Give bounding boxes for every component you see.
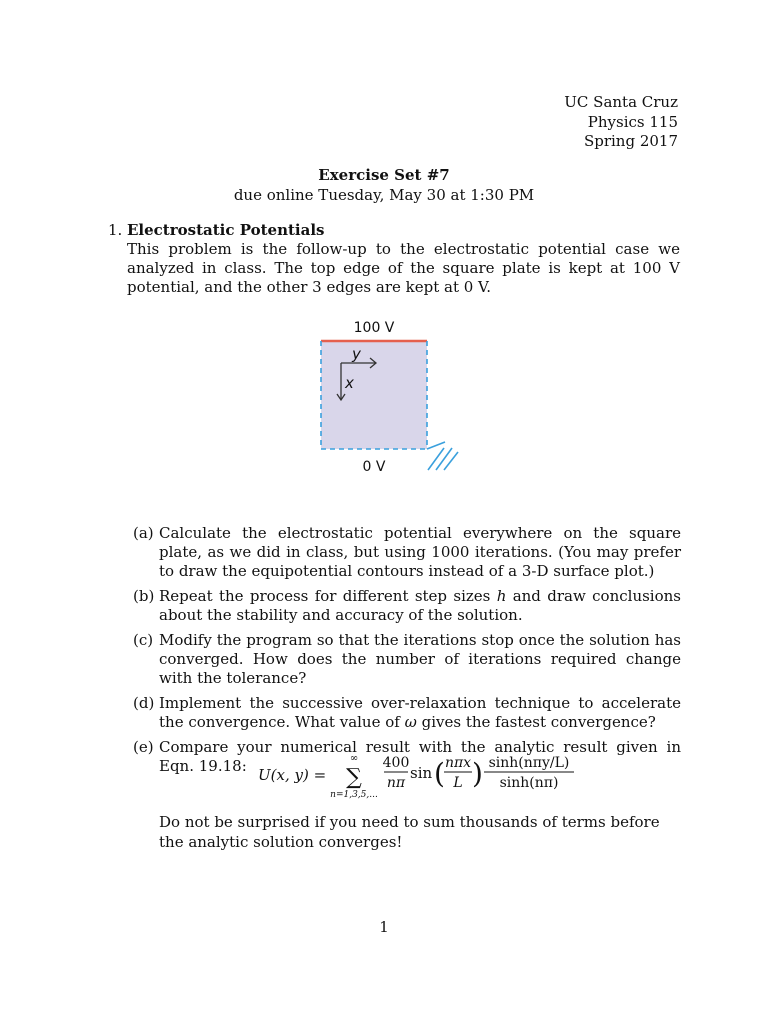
right-paren: ) — [472, 757, 483, 790]
subquestion-text: Implement the successive over-relaxation technique to accelerate the convergence. What value of — [159, 694, 681, 731]
due-date: due online Tuesday, May 30 at 1:30 PM — [233, 186, 535, 204]
ratio-denominator: sinh(nπ) — [499, 775, 559, 791]
subquestion-d — [133, 694, 681, 732]
problem-statement — [127, 221, 680, 297]
subquestion-list — [133, 524, 681, 782]
course-header — [564, 93, 678, 152]
sum-upper-limit: ∞ — [349, 753, 359, 764]
plate-diagram — [310, 318, 460, 478]
left-paren: ( — [434, 757, 445, 790]
subquestion-label: (b) — [133, 587, 155, 605]
plate-diagram-svg — [310, 318, 460, 478]
subquestion-text-cont: gives the fastest convergence? — [416, 713, 656, 731]
subquestion-a — [133, 524, 681, 581]
x-axis-label: x — [345, 374, 354, 392]
equation-svg — [258, 752, 588, 800]
sum-lower-limit: n=1,3,5,... — [330, 790, 378, 800]
problem-title: Electrostatic Potentials — [127, 221, 325, 239]
ground-symbol — [427, 442, 458, 470]
equation-lhs: U(x, y) = — [258, 766, 327, 784]
top-edge-label: 100 V — [353, 320, 395, 336]
subquestion-label: (d) — [133, 694, 155, 712]
y-axis-label: y — [352, 345, 361, 363]
subquestion-label: (e) — [133, 738, 154, 756]
exercise-title: Exercise Set #7 — [318, 166, 450, 184]
argument-numerator: nπx — [444, 755, 472, 771]
bottom-edge-label: 0 V — [362, 459, 386, 475]
sum-symbol: ∑ — [346, 765, 362, 790]
problem-intro: This problem is the follow-up to the electrostatic potential case we analyzed in class. The top edge of the square plate is kept at 100 V potential, and the other 3 edges are kept at 0 V. — [127, 240, 680, 296]
analytic-equation — [258, 752, 588, 800]
term: Spring 2017 — [583, 132, 678, 150]
page-number: 1 — [379, 918, 389, 936]
institution: UC Santa Cruz — [564, 93, 678, 111]
coefficient-denominator: nπ — [386, 775, 406, 791]
subquestion-b — [133, 587, 681, 625]
step-size-symbol: h — [496, 587, 507, 605]
closing-remark: Do not be surprised if you need to sum thousands of terms before the analytic solution converges! — [159, 813, 660, 851]
argument-denominator: L — [453, 775, 463, 791]
subquestion-text-cont: and draw conclusions about the stability and accuracy of the solution. — [159, 587, 681, 624]
problem-number: 1. — [108, 221, 123, 239]
omega-symbol: ω — [404, 713, 417, 731]
subquestion-text: Calculate the electrostatic potential everywhere on the square plate, as we did in class, but using 1000 iterations. (You may prefer to draw the equipotential contours instead of a 3-D surface plot.) — [159, 524, 681, 580]
subquestion-text: Compare your numerical result with the analytic result given in Eqn. 19.18: — [159, 738, 681, 775]
course-name: Physics 115 — [587, 112, 678, 131]
sine-function: sin — [410, 764, 433, 782]
subquestion-label: (c) — [133, 631, 154, 649]
coefficient-numerator: 400 — [382, 755, 410, 771]
subquestion-label: (a) — [133, 524, 154, 542]
subquestion-c — [133, 631, 681, 688]
subquestion-text: Modify the program so that the iterations stop once the solution has converged. How does the number of iterations required change with the tolerance? — [159, 631, 681, 687]
ratio-numerator: sinh(nπy/L) — [488, 755, 570, 771]
subquestion-text: Repeat the process for different step sizes — [159, 587, 497, 605]
